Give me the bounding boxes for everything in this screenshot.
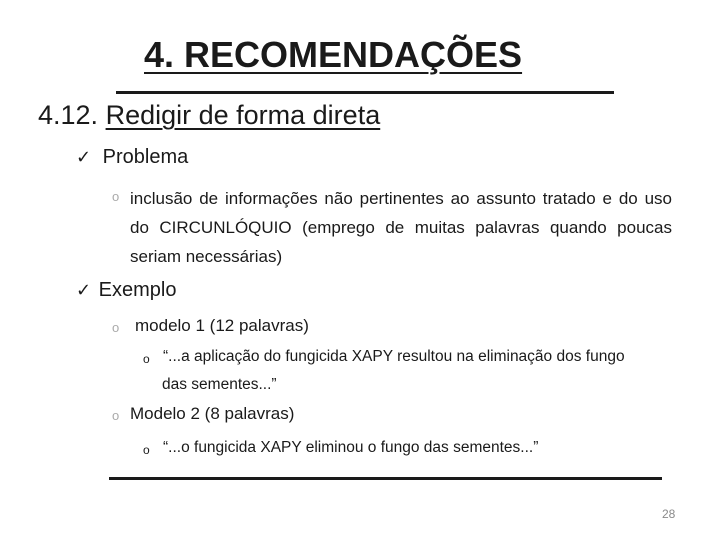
example-item bbox=[76, 279, 176, 302]
hollow-circle-bullet-icon: o bbox=[112, 189, 120, 204]
checkmark-icon: ✓ bbox=[76, 147, 92, 167]
problem-item bbox=[76, 146, 188, 169]
section-title: Redigir de forma direta bbox=[105, 100, 381, 130]
model1-label: modelo 1 (12 palavras) bbox=[135, 316, 309, 335]
section-number: 4.12. bbox=[38, 100, 99, 130]
model1-quote-line2: das sementes...” bbox=[162, 376, 277, 393]
bottom-divider bbox=[109, 477, 662, 480]
problem-text: inclusão de informações não pertinentes ao assunto tratado e do uso do CIRCUNLÓQUIO (emprego de muitas palavras quando poucas seriam necessárias) bbox=[130, 189, 672, 266]
hollow-circle-bullet-icon: o bbox=[112, 408, 120, 423]
hollow-circle-bullet-icon: o bbox=[143, 443, 150, 457]
problem-label: Problema bbox=[102, 146, 189, 168]
example-label: Exemplo bbox=[98, 279, 177, 301]
checkmark-icon: ✓ bbox=[76, 280, 92, 300]
model2-label: Modelo 2 (8 palavras) bbox=[130, 404, 295, 423]
section-heading bbox=[38, 100, 380, 131]
page-number: 28 bbox=[662, 507, 676, 521]
hollow-circle-bullet-icon: o bbox=[143, 352, 150, 366]
slide-title: 4. RECOMENDAÇÕES bbox=[144, 34, 523, 75]
title-divider bbox=[116, 91, 614, 94]
hollow-circle-bullet-icon: o bbox=[112, 320, 120, 335]
model1-quote-line1: “...a aplicação do fungicida XAPY resultou na eliminação dos fungo bbox=[163, 348, 625, 365]
model2-quote: “...o fungicida XAPY eliminou o fungo das sementes...” bbox=[163, 439, 539, 456]
